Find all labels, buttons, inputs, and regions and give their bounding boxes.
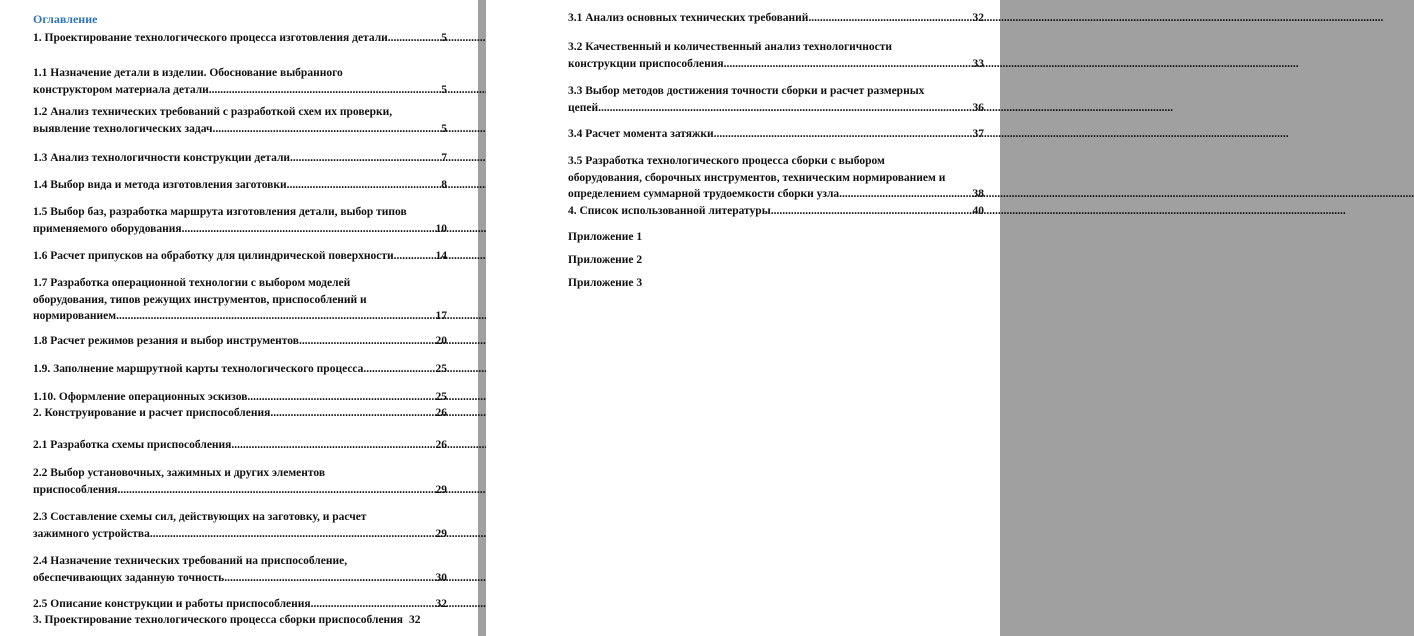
toc-page-number: 25 [435, 391, 447, 403]
toc-entry-text: 2.4 Назначение технических требований на приспособление, [33, 555, 348, 567]
toc-dot-leader [293, 150, 440, 167]
toc-dot-leader [724, 56, 972, 73]
toc-entry[interactable] [568, 39, 984, 72]
toc-dot-leader [839, 186, 971, 203]
toc-page-number: 37 [972, 128, 984, 140]
toc-entry-text: 2.2 Выбор установочных, зажимных и других элементов [33, 467, 326, 479]
toc-entry[interactable] [33, 405, 447, 422]
toc-dot-leader [598, 100, 971, 117]
toc-entry[interactable] [33, 275, 447, 325]
toc-entry[interactable] [568, 153, 984, 203]
toc-entry-text: 3. Проектирование технологического процесса сборки приспособления [33, 614, 404, 626]
toc-entry-text: 2. Конструирование и расчет приспособления [33, 407, 271, 419]
toc-left-column [0, 0, 478, 636]
toc-page-number: 20 [435, 335, 447, 347]
toc-dot-leader [314, 596, 435, 613]
toc-page-number: 29 [435, 527, 447, 540]
toc-entry-text: 3.5 Разработка технологического процесса сборки с выбором [568, 155, 885, 167]
toc-entry-text: оборудования, сборочных инструментов, техническим нормированием и [568, 171, 946, 184]
toc-entry-text: конструкции приспособления [568, 57, 724, 70]
toc-entry-text: обеспечивающих заданную точность [33, 571, 225, 584]
toc-entry-text: цепей [568, 101, 599, 114]
toc-dot-leader [215, 121, 440, 138]
toc-dot-leader [119, 308, 435, 325]
toc-dot-leader [212, 82, 441, 99]
toc-entry[interactable] [568, 83, 984, 116]
toc-dot-leader [250, 389, 434, 406]
document-page-right [486, 0, 1000, 636]
toc-entry-text: приспособления [33, 483, 118, 496]
toc-entry-text: 2.1 Разработка схемы приспособления [33, 439, 232, 451]
toc-entry[interactable] [33, 30, 447, 47]
toc-entry-text: применяемого оборудования [33, 222, 182, 235]
toc-entry-text: 1.10. Оформление операционных эскизов. [33, 391, 251, 403]
toc-entry-text: 1.8 Расчет режимов резания и выбор инструментов [33, 335, 299, 347]
toc-entry-text: 1.5 Выбор баз, разработка маршрута изготовления детали, выбор типов [33, 206, 407, 218]
toc-dot-leader [366, 361, 434, 378]
toc-entry-text: 1.1 Назначение детали в изделии. Обоснование выбранного [33, 67, 343, 79]
toc-entry-text: 3.3 Выбор методов достижения точности сборки и расчет размерных [568, 85, 925, 97]
toc-page-number: 32 [972, 12, 984, 24]
toc-dot-leader [117, 482, 434, 499]
toc-page-number: 17 [435, 310, 447, 322]
toc-entry-text: 1.2 Анализ технических требований с разработкой схем их проверки, [33, 106, 393, 118]
toc-dot-leader [150, 526, 435, 543]
toc-entry-text: 3.1 Анализ основных технических требований [568, 12, 809, 24]
toc-entry[interactable] [33, 150, 447, 167]
toc-entry[interactable] [33, 65, 447, 98]
toc-entry[interactable] [33, 333, 447, 350]
appendix-entry[interactable]: Приложение 2 [568, 254, 643, 266]
toc-page-number: 32 [409, 614, 421, 626]
toc-entry-text: 1. Проектирование технологического процесса изготовления детали [33, 32, 388, 44]
toc-page-number: 7 [441, 152, 447, 164]
toc-entry-text: конструктором материала детали. [33, 83, 212, 96]
toc-entry[interactable] [33, 204, 447, 237]
toc-page-number: 5 [441, 32, 447, 44]
toc-page-number: 26 [435, 439, 447, 451]
toc-entry[interactable] [33, 509, 447, 542]
toc-entry[interactable] [33, 437, 447, 454]
toc-entry[interactable] [33, 177, 447, 194]
toc-right-column [486, 0, 1000, 636]
toc-dot-leader [270, 405, 434, 422]
toc-page-number: 14 [435, 250, 447, 262]
toc-entry[interactable] [33, 104, 447, 137]
toc-entry[interactable] [568, 126, 984, 143]
toc-entry-text: 1.6 Расчет припусков на обработку для цилиндрической поверхности [33, 250, 394, 262]
toc-page-number: 33 [972, 57, 984, 70]
toc-page-number: 25 [435, 363, 447, 375]
toc-entry-text: 3.2 Качественный и количественный анализ технологичности [568, 41, 893, 53]
toc-dot-leader [224, 570, 434, 587]
toc-dot-leader [394, 248, 435, 265]
toc-dot-leader [771, 203, 972, 220]
toc-page-number: 36 [972, 101, 984, 114]
toc-title: Оглавление [33, 12, 98, 26]
toc-dot-leader [290, 177, 441, 194]
toc-entry[interactable] [568, 203, 984, 220]
toc-entry-text: оборудования, типов режущих инструментов, приспособлений и [33, 293, 367, 306]
toc-entry[interactable] [33, 612, 447, 629]
toc-page-number: 5 [441, 122, 447, 135]
document-page-left [0, 0, 478, 636]
toc-dot-leader [231, 437, 434, 454]
toc-page-number: 38 [972, 188, 984, 200]
toc-entry-text: 2.3 Составление схемы сил, действующих на заготовку, и расчет [33, 511, 367, 523]
toc-dot-leader [388, 30, 440, 47]
toc-entry[interactable] [33, 248, 447, 265]
toc-entry-text: 2.5 Описание конструкции и работы приспособления. [33, 598, 314, 610]
toc-entry-text: выявление технологических задач. [33, 122, 216, 135]
toc-entry[interactable] [33, 596, 447, 613]
toc-entry-text: определением суммарной трудоемкости сборки узла [568, 188, 840, 200]
toc-entry-text: 3.4 Расчет момента затяжки [568, 128, 714, 140]
toc-entry[interactable] [33, 553, 447, 586]
toc-dot-leader [714, 126, 972, 143]
appendix-entry[interactable]: Приложение 1 [568, 231, 643, 243]
toc-page-number: 40 [972, 205, 984, 217]
toc-entry-text: 1.4 Выбор вида и метода изготовления заготовки. [33, 179, 290, 191]
toc-entry-text: 1.3 Анализ технологичности конструкции детали. [33, 152, 293, 164]
toc-entry-text: зажимного устройства [33, 527, 150, 540]
toc-page-number: 10 [435, 222, 447, 235]
toc-dot-leader [299, 333, 435, 350]
toc-dot-leader [182, 221, 435, 238]
toc-page-number: 8 [441, 179, 447, 191]
toc-entry[interactable] [33, 361, 447, 378]
toc-entry-text: нормированием. [33, 310, 119, 322]
appendix-entry[interactable]: Приложение 3 [568, 277, 643, 289]
toc-dot-leader [808, 10, 971, 27]
toc-page-number: 29 [435, 483, 447, 496]
toc-page-number: 30 [435, 571, 447, 584]
toc-entry[interactable] [33, 465, 447, 498]
toc-entry[interactable] [568, 10, 984, 27]
toc-page-number: 32 [435, 598, 447, 610]
toc-entry-text: 1.9. Заполнение маршрутной карты технологического процесса. [33, 363, 367, 375]
toc-entry[interactable] [33, 389, 447, 406]
toc-entry-text: 1.7 Разработка операционной технологии с выбором моделей [33, 277, 351, 289]
toc-entry-text: 4. Список использованной литературы [568, 205, 771, 217]
toc-page-number: 5 [441, 83, 447, 96]
toc-page-number: 26 [435, 407, 447, 419]
